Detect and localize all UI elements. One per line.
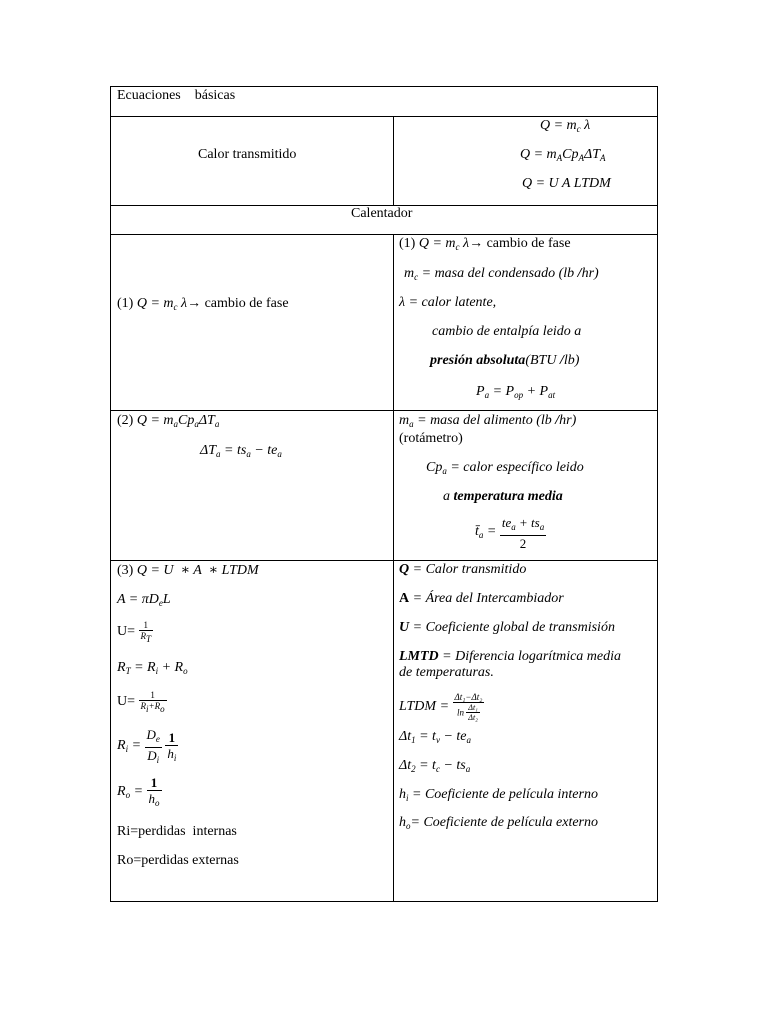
row1-left: (1) $Q = m_c$ λ→ cambio de fase [117, 296, 289, 312]
section-title: Calentador [351, 206, 413, 221]
row2-temp-media: a temperatura media [443, 489, 563, 504]
row3-ho-def: $h_o=$ Coeficiente de película externo [399, 815, 598, 831]
row3-dt2: $\Delta t_2 = t_c - ts_a$ [399, 758, 471, 774]
row3-lmtd-def: LMTD = Diferencia logarítmica media [399, 649, 622, 664]
row2-ma-def: $m_a$ = masa del alimento (lb /hr) [399, 413, 577, 429]
border-row1-bottom [110, 410, 658, 411]
row3-ro-text: Ro=perdidas externas [117, 853, 239, 868]
row2-left-dt: $\Delta T_a = ts_a - te_a$ [200, 443, 282, 459]
arrow-right-icon: → [187, 296, 202, 311]
row3-u2: U= $\frac{1}{R_i+R_o}$ [117, 690, 165, 714]
row3-ro: $R_o$ = $\frac{1}{h_o}$ [117, 775, 162, 811]
header-title: Ecuaciones básicas [117, 88, 236, 103]
row1-lambda-def: λ = calor latente, [399, 295, 497, 310]
calor-eq3: Q = U A LTDM [522, 176, 611, 191]
row3-eq: (3) Q = U ∗ A ∗ LTDM [117, 563, 259, 578]
border-top [110, 86, 658, 87]
calor-eq1: $Q = m_c$ λ [540, 118, 591, 134]
row3-q-def: Q = Calor transmitido [399, 562, 527, 577]
border-bottom [110, 901, 658, 902]
row2-rotametro: (rotámetro) [399, 431, 463, 446]
row3-u1: U= $\frac{1}{R_T}$ [117, 620, 152, 644]
border-right [657, 86, 658, 902]
calor-eq2: $Q = m_ACp_A\Delta T_A$ [520, 147, 606, 163]
row3-ri: $R_i$ = $\frac{D_e}{D_i}$ $\frac{1}{h_i}$ [117, 727, 178, 768]
border-header-bottom [110, 116, 658, 117]
calor-label: Calor transmitido [198, 147, 297, 162]
border-row2-bottom [110, 560, 658, 561]
row1-mc-def: $m_c$ = masa del condensado (lb /hr) [404, 266, 599, 282]
row3-a-def: A = Área del Intercambiador [399, 591, 564, 606]
row3-rt: $R_T = R_i + R_o$ [117, 660, 188, 676]
row1-cambio: cambio de entalpía leido a [432, 324, 582, 339]
row3-dt1: $\Delta t_1 = t_v - te_a$ [399, 729, 472, 745]
row1-right-eq: (1) $Q = m_c$ λ→ cambio de fase [399, 236, 571, 252]
arrow-right-icon: → [469, 236, 484, 251]
row3-ltdm-eq: LTDM = Δt₁−Δt₂ ln $\frac{\text{Δt₁}}{\text{Δt₂}}$ [399, 692, 483, 722]
row3-lmtd-def2: de temperaturas. [399, 665, 494, 680]
row2-cp-def: $Cp_a$ = calor específico leido [426, 460, 584, 476]
row1-pa: $P_a = P_{op} + P_{at}$ [476, 384, 556, 400]
divider-calor [393, 116, 394, 206]
border-calentador-bottom [110, 234, 658, 235]
row3-area: $A = \pi D_eL$ [117, 592, 171, 608]
border-left [110, 86, 111, 902]
row3-hi-def: $h_i$ = Coeficiente de película interno [399, 787, 598, 803]
row3-ri-text: Ri=perdidas internas [117, 824, 237, 839]
row2-left-eq: (2) $Q = m_aCp_a\Delta T_a$ [117, 413, 220, 429]
row2-ta-eq: $t̄_a$ = $\frac{te_a + ts_a}{2}$ [475, 515, 545, 551]
row1-presion: presión absoluta(BTU /lb) [430, 353, 580, 368]
row3-u-def: U = Coeficiente global de transmisión [399, 620, 615, 635]
divider-rows [393, 234, 394, 902]
